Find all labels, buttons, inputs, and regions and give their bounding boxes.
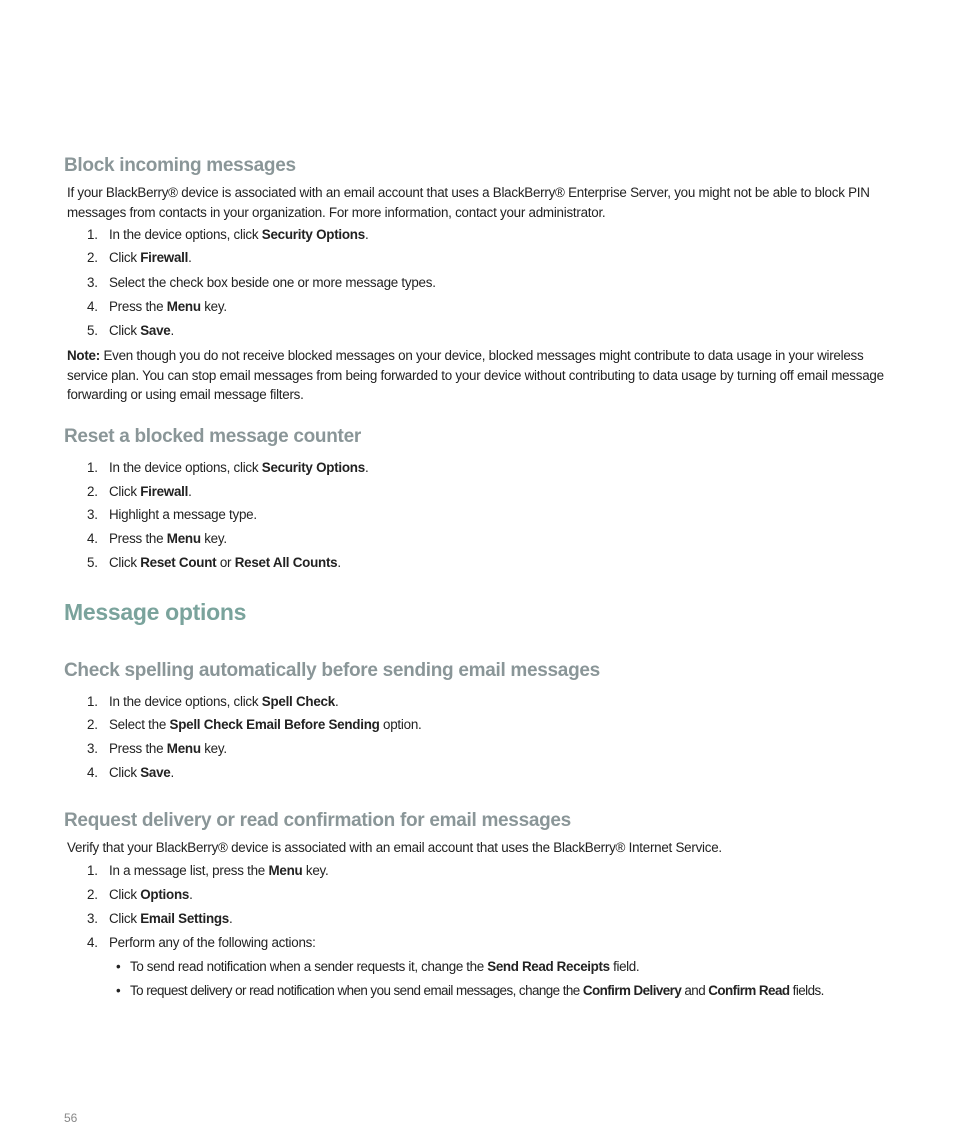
block-step-5: 5. Click Save. <box>87 323 174 338</box>
spell-step-3: 3. Press the Menu key. <box>87 741 227 756</box>
spell-step-1: 1. In the device options, click Spell Check. <box>87 694 339 709</box>
note-label: Note: <box>67 348 100 363</box>
spell-step-4: 4. Click Save. <box>87 765 174 780</box>
spell-step-2: 2. Select the Spell Check Email Before Sending option. <box>87 717 422 732</box>
block-note-paragraph: Note: Even though you do not receive blocked messages on your device, blocked messages might contribute to data usage in your wireless service plan. You can stop email messages from being forwarded to your device without contributing to data usage by turning off email message forwarding or using email message filters. <box>67 348 884 402</box>
block-step-3: 3. Select the check box beside one or more message types. <box>87 275 436 290</box>
delivery-bullet-2: • To request delivery or read notification when you send email messages, change the Confirm Delivery and Confirm Read fields. <box>116 983 824 998</box>
block-step-2: 2. Click Firewall. <box>87 250 192 265</box>
bullet-marker: • <box>116 959 121 974</box>
section-title-block-incoming: Block incoming messages <box>64 155 296 176</box>
section-title-reset-counter: Reset a blocked message counter <box>64 426 361 447</box>
bullet-marker: • <box>116 983 121 998</box>
delivery-step-1: 1. In a message list, press the Menu key. <box>87 863 329 878</box>
reset-step-4: 4. Press the Menu key. <box>87 531 227 546</box>
delivery-bullet-1: • To send read notification when a sender requests it, change the Send Read Receipts field. <box>116 959 640 974</box>
block-step-1: 1. In the device options, click Security Options. <box>87 227 369 242</box>
delivery-intro-paragraph: Verify that your BlackBerry® device is associated with an email account that uses the BlackBerry® Internet Service. <box>67 840 722 855</box>
delivery-step-2: 2. Click Options. <box>87 887 193 902</box>
section-title-delivery-confirmation: Request delivery or read confirmation for email messages <box>64 810 571 831</box>
block-step-4: 4. Press the Menu key. <box>87 299 227 314</box>
delivery-step-3: 3. Click Email Settings. <box>87 911 233 926</box>
page-number: 56 <box>64 1111 78 1125</box>
block-intro-paragraph: If your BlackBerry® device is associated with an email account that uses a BlackBerry® Enterprise Server, you might not be able to block PIN messages from contacts in your organization. For more information, contact your administrator. <box>67 185 870 220</box>
reset-step-1: 1. In the device options, click Security Options. <box>87 460 369 475</box>
section-title-spell-check: Check spelling automatically before sending email messages <box>64 660 600 681</box>
delivery-step-4: 4. Perform any of the following actions: <box>87 935 316 950</box>
chapter-title-message-options: Message options <box>64 599 247 625</box>
reset-step-5: 5. Click Reset Count or Reset All Counts. <box>87 555 341 570</box>
reset-step-2: 2. Click Firewall. <box>87 484 192 499</box>
reset-step-3: 3. Highlight a message type. <box>87 507 257 522</box>
